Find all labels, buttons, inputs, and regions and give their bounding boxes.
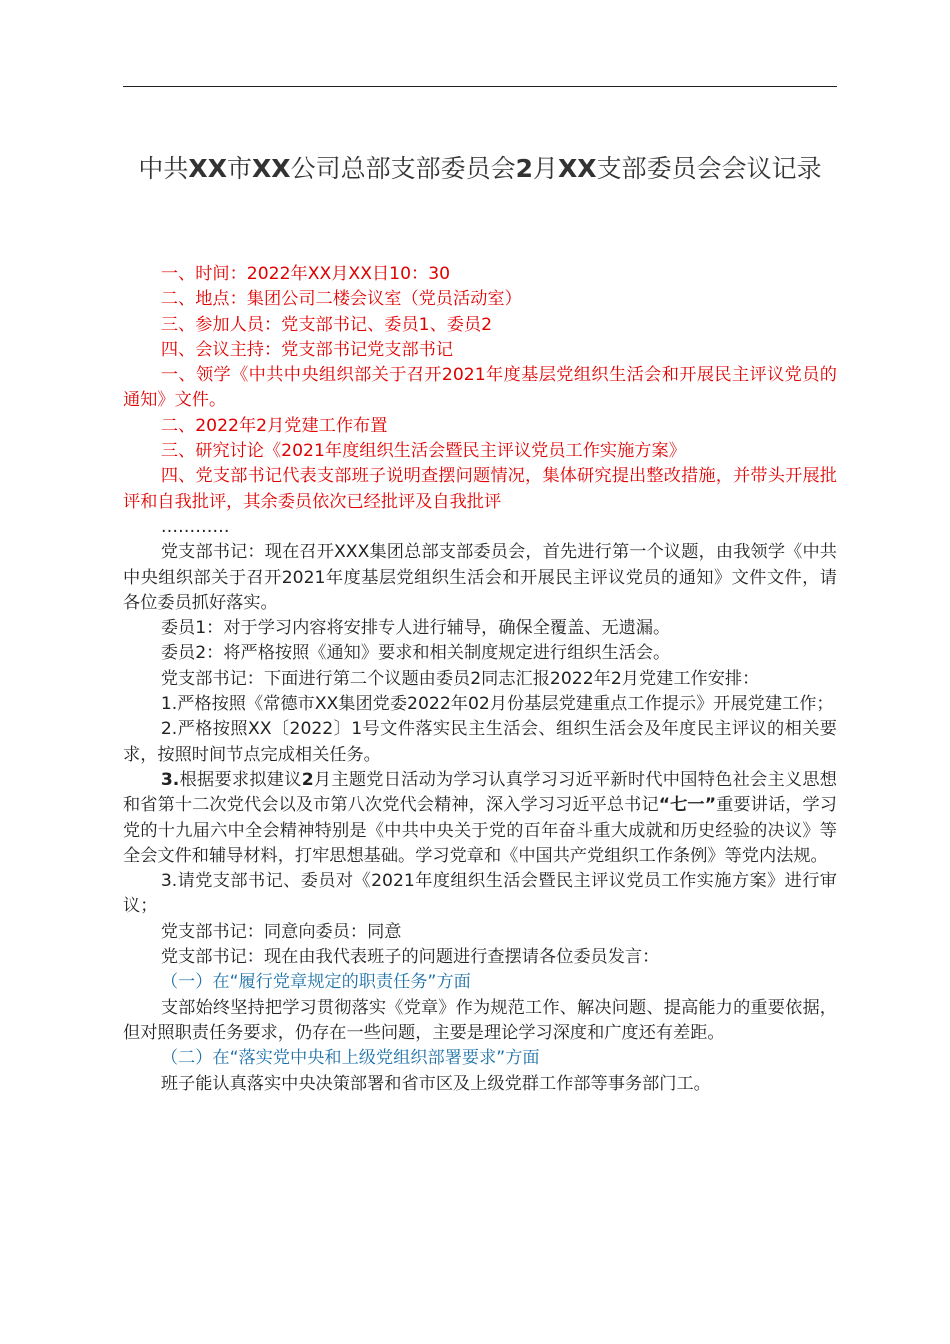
ellipsis: ………… (160, 516, 230, 537)
item-month: 2 (301, 769, 314, 790)
section-text-1: 支部始终坚持把学习贯彻落实《党章》作为规范工作、解决问题、提高能力的重要依据，但对照职责任务要求，仍存在一些问题，主要是理论学习深度和广度还有差距。 (123, 997, 837, 1043)
info-location: 二、地点：集团公司二楼会议室（党员活动室） (160, 289, 522, 310)
paragraph: 党支部书记：下面进行第二个议题由委员2同志汇报2022年2月党建工作安排： (160, 668, 760, 689)
agenda-item-2: 二、2022年2月党建工作布置 (160, 415, 388, 436)
item-text: 根据要求拟建议 (179, 769, 302, 790)
paragraph: 1.严格按照《常德市XX集团党委2022年02月份基层党建重点工作提示》开展党建工作； (160, 694, 834, 715)
paragraph: 2.严格按照XX〔2022〕1号文件落实民主生活会、组织生活会及年度民主评议的相关要求，按照时间节点完成相关任务。 (123, 719, 837, 765)
title-bold: 2 (515, 154, 533, 183)
document-title (123, 142, 837, 196)
section-heading-2: （二）在“落实党中央和上级党组织部署要求”方面 (160, 1048, 540, 1069)
paragraph: 党支部书记：现在由我代表班子的问题进行查摆请各位委员发言： (160, 947, 660, 968)
section-text-2: 班子能认真落实中央决策部署和省市区及上级党群工作部等事务部门工。 (160, 1073, 711, 1094)
paragraph: 委员1：对于学习内容将安排专人进行辅导，确保全覆盖、无遗漏。 (160, 618, 671, 639)
title-bold: XX (252, 154, 291, 183)
item-text: 月主题党日活动为学习认真学习习近平新时代中国特色社会主义思想和省第十二次党代会以及市第八次党代会精神，深入学习习近平总书记 (123, 769, 837, 816)
section-heading-1: （一）在“履行党章规定的职责任务”方面 (160, 972, 471, 993)
info-host: 四、会议主持：党支部书记党支部书记 (160, 339, 454, 360)
paragraph: 3.请党支部书记、委员对《2021年度组织生活会暨民主评议党员工作实施方案》进行审议； (123, 871, 837, 917)
title-part: 支部委员会会议记录 (596, 154, 822, 183)
paragraph: 委员2：将严格按照《通知》要求和相关制度规定进行组织生活会。 (160, 643, 671, 664)
title-part: 中共 (138, 154, 189, 183)
header-rule (123, 86, 837, 87)
paragraph-item-3 (123, 768, 837, 869)
title-part: 公司总部支部委员会 (290, 154, 516, 183)
paragraph: 党支部书记：现在召开XXX集团总部支部委员会，首先进行第一个议题，由我领学《中共中央组织部关于召开2021年度基层党组织生活会和开展民主评议党员的通知》文件文件，请各位委员抓好落实。 (123, 542, 837, 613)
info-attendees: 三、参加人员：党支部书记、委员1、委员2 (160, 314, 493, 335)
title-bold: XX (188, 154, 227, 183)
agenda-item-1: 一、领学《中共中央组织部关于召开2021年度基层党组织生活会和开展民主评议党员的通知》文件。 (123, 365, 837, 411)
item-number: 3. (160, 769, 180, 790)
paragraph: 党支部书记：同意向委员：同意 (160, 921, 402, 942)
item-text: 重要讲话，学习党的十九届六中全会精神特别是《中共中央关于党的百年奋斗重大成就和历史经验的决议》等全会文件和辅导材料，打牢思想基础。学习党章和《中国共产党组织工作条例》等党内法规。 (123, 795, 837, 866)
title-part: 月 (532, 154, 558, 183)
agenda-item-3: 三、研究讨论《2021年度组织生活会暨民主评议党员工作实施方案》 (160, 441, 686, 462)
agenda-item-4: 四、党支部书记代表支部班子说明查摆问题情况，集体研究提出整改措施，并带头开展批评和自我批评，其余委员依次已经批评及自我批评 (123, 466, 837, 512)
info-time: 一、时间：2022年XX月XX日10：30 (160, 264, 451, 284)
document-body (123, 262, 837, 1097)
title-bold: XX (558, 154, 597, 183)
item-quote: “七一” (658, 795, 717, 816)
title-part: 市 (226, 154, 252, 183)
